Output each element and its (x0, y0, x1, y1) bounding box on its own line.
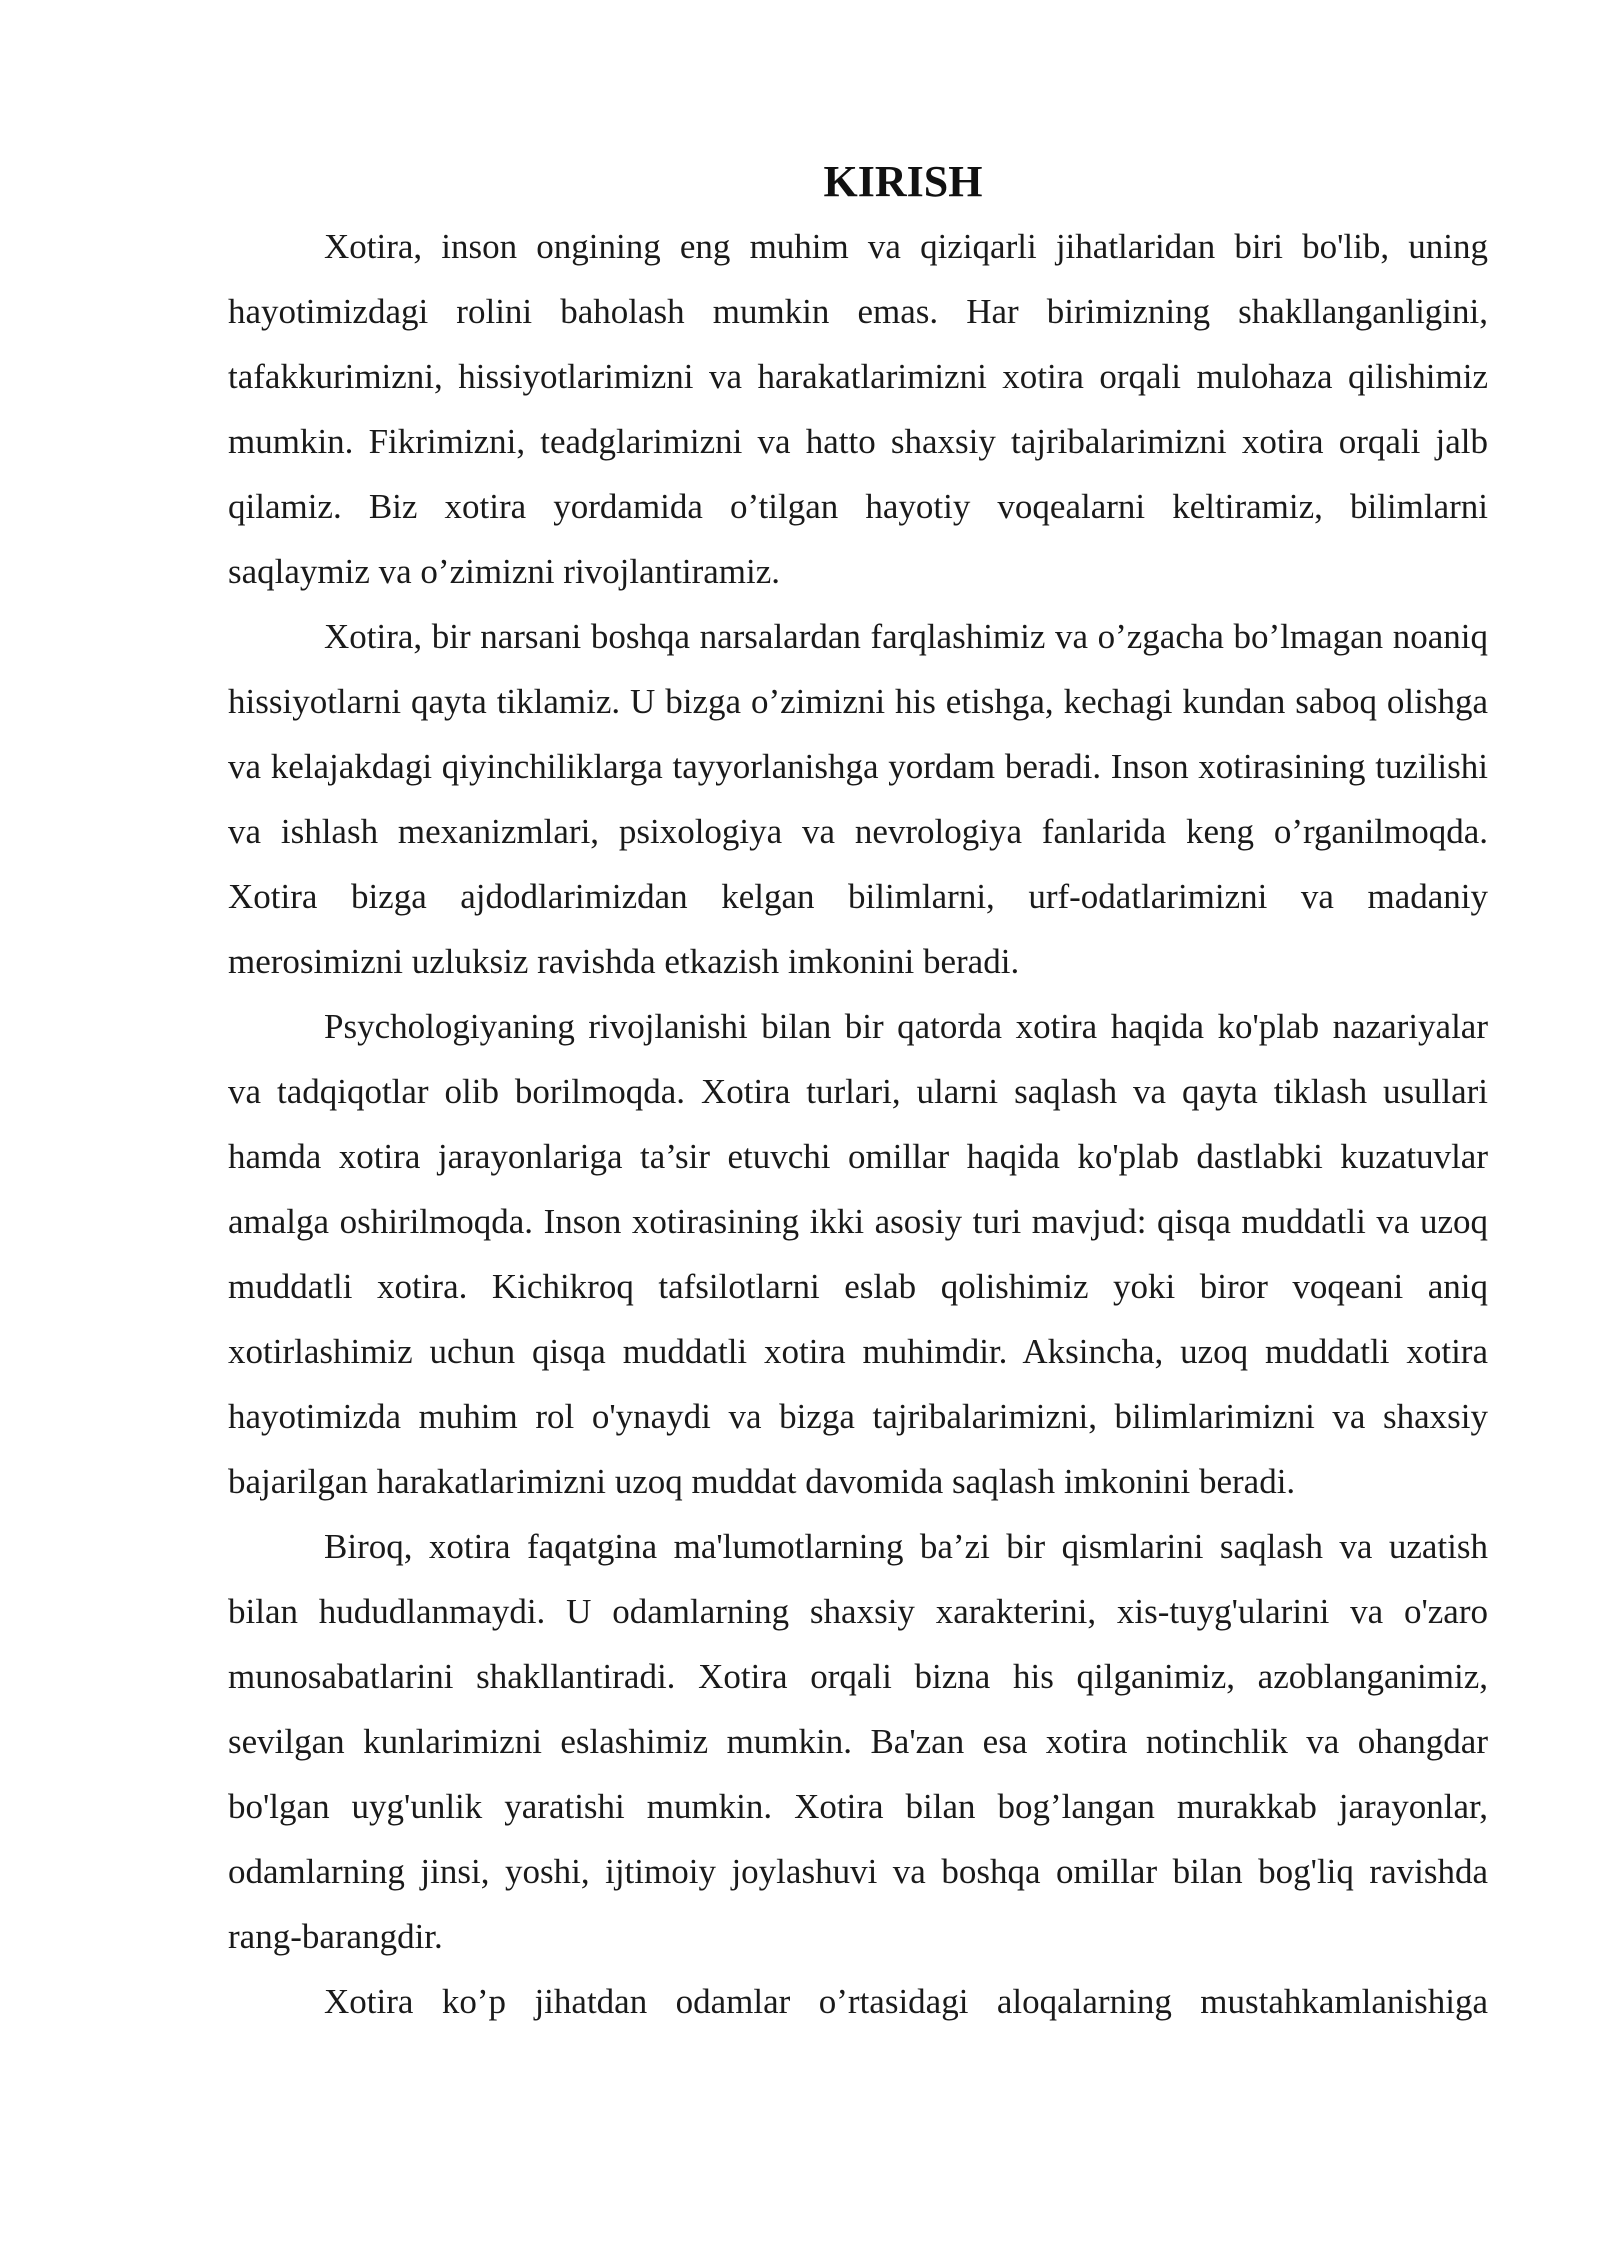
paragraph-4: Biroq, xotira faqatgina ma'lumotlarning ba’zi bir qismlarini saqlash va uzatish bilan hududlanmaydi. U odamlarning shaxsiy xarakterini, xis-tuyg'ularini va o'zaro munosabatlarini shakllantiradi. Xotira orqali bizna his qilganimiz, azoblanganimiz, sevilgan kunlarimizni eslashimiz mumkin. Ba'zan esa xotira notinchlik va ohangdar bo'lgan uyg'unlik yaratishi mumkin. Xotira bilan bog’langan murakkab jarayonlar, odamlarning jinsi, yoshi, ijtimoiy joylashuvi va boshqa omillar bilan bog'liq ravishda rang-barangdir. (228, 1527, 1488, 1956)
paragraph-3: Psychologiyaning rivojlanishi bilan bir qatorda xotira haqida ko'plab nazariyalar va tadqiqotlar olib borilmoqda. Xotira turlari, ularni saqlash va qayta tiklash usullari hamda xotira jarayonlariga ta’sir etuvchi omillar haqida ko'plab dastlabki kuzatuvlar amalga oshirilmoqda. Inson xotirasining ikki asosiy turi mavjud: qisqa muddatli va uzoq muddatli xotira. Kichikroq tafsilotlarni eslab qolishimiz yoki biror voqeani aniq xotirlashimiz uchun qisqa muddatli xotira muhimdir. Aksincha, uzoq muddatli xotira hayotimizda muhim rol o'ynaydi va bizga tajribalarimizni, bilimlarimizni va shaxsiy bajarilgan harakatlarimizni uzoq muddat davomida saqlash imkonini beradi. (228, 1007, 1488, 1501)
page-title: KIRISH (823, 157, 983, 206)
paragraph-2: Xotira, bir narsani boshqa narsalardan farqlashimiz va o’zgacha bo’lmagan noaniq hissiyotlarni qayta tiklamiz. U bizga o’zimizni his etishga, kechagi kundan saboq olishga va kelajakdagi qiyinchiliklarga tayyorlanishga yordam beradi. Inson xotirasining tuzilishi va ishlash mexanizmlari, psixologiya va nevrologiya fanlarida keng o’rganilmoqda. Xotira bizga ajdodlarimizdan kelgan bilimlarni, urf-odatlarimizni va madaniy merosimizni uzluksiz ravishda etkazish imkonini beradi. (228, 617, 1488, 981)
paragraph-1: Xotira, inson ongining eng muhim va qiziqarli jihatlaridan biri bo'lib, uning hayotimizdagi rolini baholash mumkin emas. Har birimizning shakllanganligini, tafakkurimizni, hissiyotlarimizni va harakatlarimizni xotira orqali mulohaza qilishimiz mumkin. Fikrimizni, teadglarimizni va hatto shaxsiy tajribalarimizni xotira orqali jalb qilamiz. Biz xotira yordamida o’tilgan hayotiy voqealarni keltiramiz, bilimlarni saqlaymiz va o’zimizni rivojlantiramiz. (228, 227, 1488, 591)
paragraph-5: Xotira ko’p jihatdan odamlar o’rtasidagi aloqalarning mustahkamlanishiga (324, 1982, 1488, 2021)
document-body (228, 152, 1488, 2034)
